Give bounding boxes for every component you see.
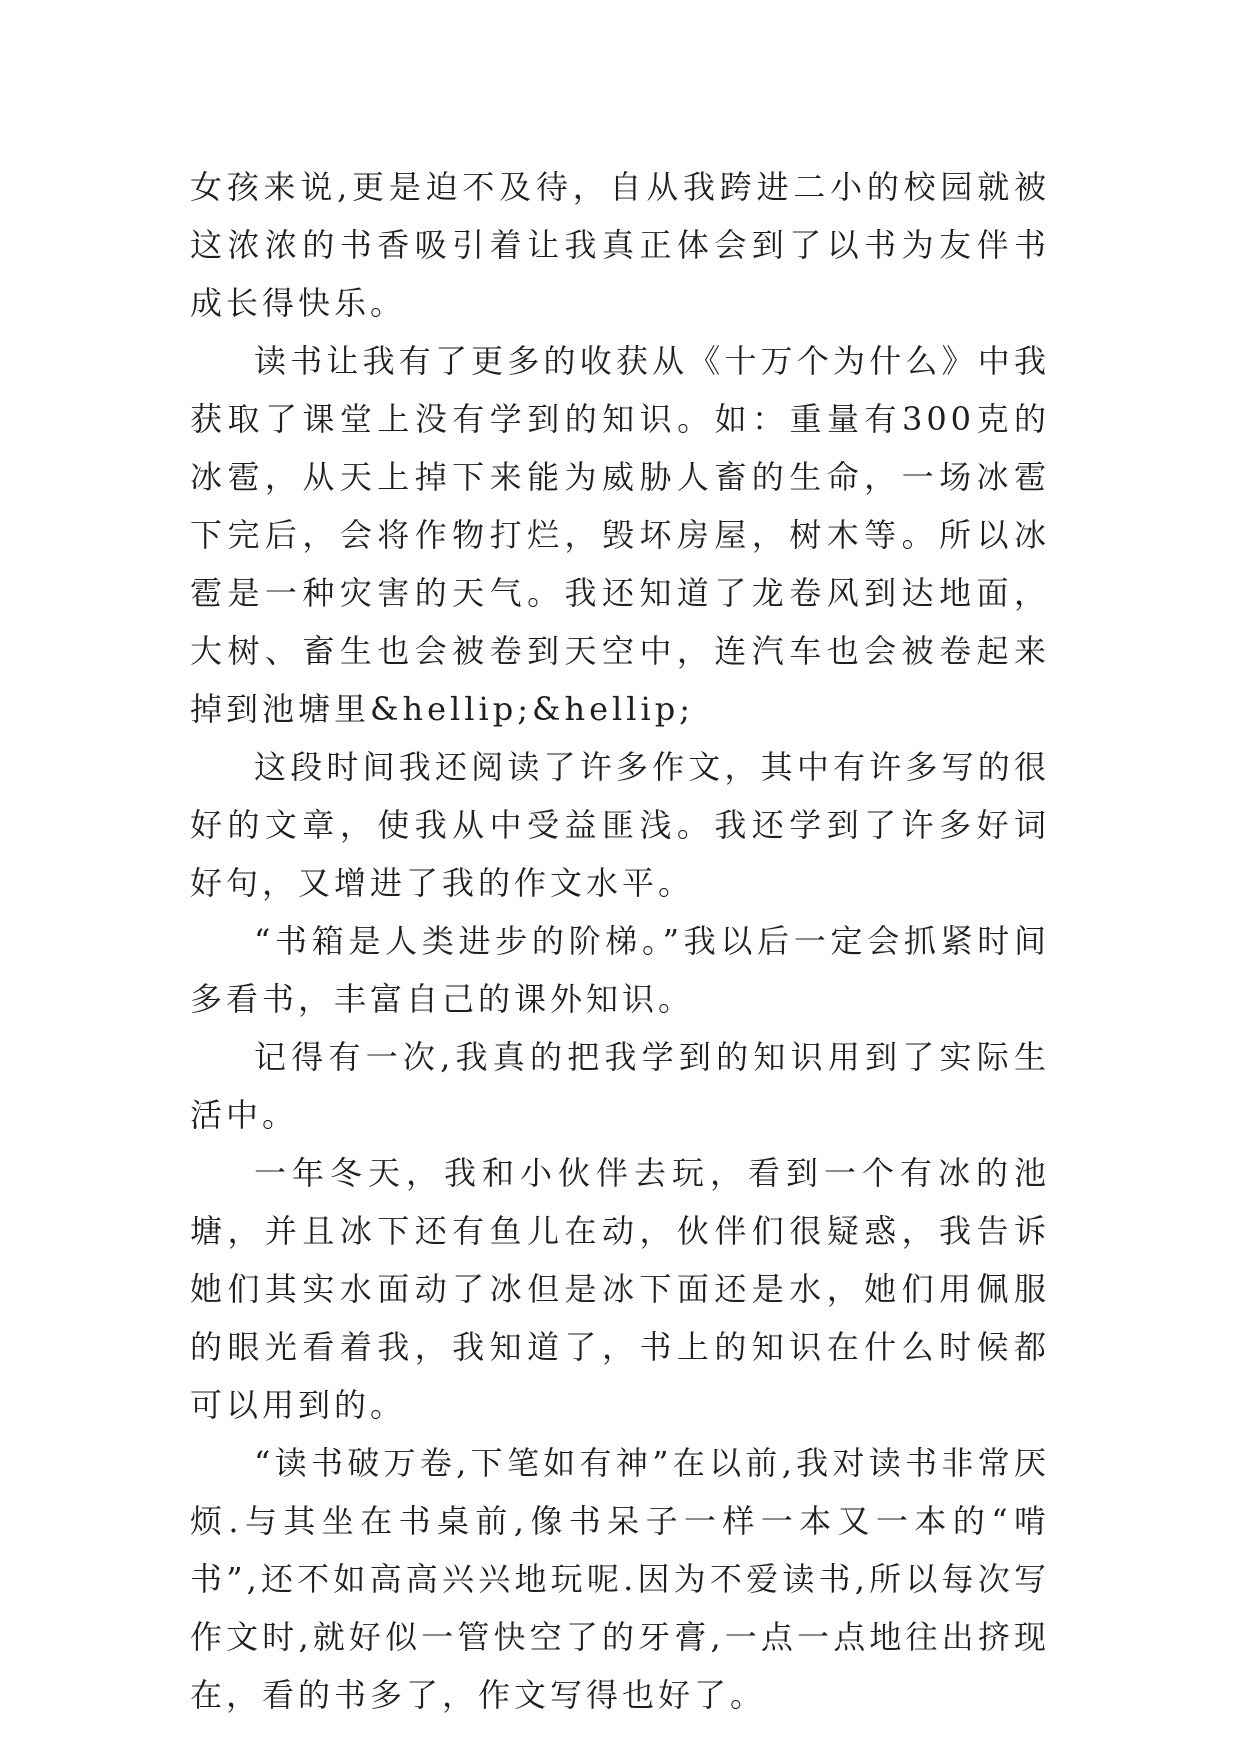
paragraph-1: 女孩来说,更是迫不及待，自从我跨进二小的校园就被这浓浓的书香吸引着让我真正体会到了以书为友伴书成长得快乐。 xyxy=(190,168,1050,322)
paragraph-2: 读书让我有了更多的收获从《十万个为什么》中我获取了课堂上没有学到的知识。如：重量有300克的冰雹，从天上掉下来能为威胁人畜的生命，一场冰雹下完后，会将作物打烂，毁坏房屋，树木等。所以冰雹是一种灾害的天气。我还知道了龙卷风到达地面，大树、畜生也会被卷到天空中，连汽车也会被卷起来掉到池塘里&hellip;&hellip; xyxy=(190,342,1050,728)
paragraph-3: 这段时间我还阅读了许多作文，其中有许多写的很好的文章，使我从中受益匪浅。我还学到了许多好词好句，又增进了我的作文水平。 xyxy=(190,748,1050,902)
paragraph-5: 记得有一次,我真的把我学到的知识用到了实际生活中。 xyxy=(190,1038,1050,1134)
document-body xyxy=(190,158,1050,1724)
paragraph-6: 一年冬天，我和小伙伴去玩，看到一个有冰的池塘，并且冰下还有鱼儿在动，伙伴们很疑惑，我告诉她们其实水面动了冰但是冰下面还是水，她们用佩服的眼光看着我，我知道了，书上的知识在什么时候都可以用到的。 xyxy=(190,1154,1050,1424)
paragraph-4: “书箱是人类进步的阶梯。”我以后一定会抓紧时间多看书，丰富自己的课外知识。 xyxy=(190,922,1050,1018)
paragraph-7: “读书破万卷,下笔如有神”在以前,我对读书非常厌烦.与其坐在书桌前,像书呆子一样一本又一本的“啃书”,还不如高高兴兴地玩呢.因为不爱读书,所以每次写作文时,就好似一管快空了的牙膏,一点一点地往出挤现在，看的书多了，作文写得也好了。 xyxy=(190,1444,1050,1714)
